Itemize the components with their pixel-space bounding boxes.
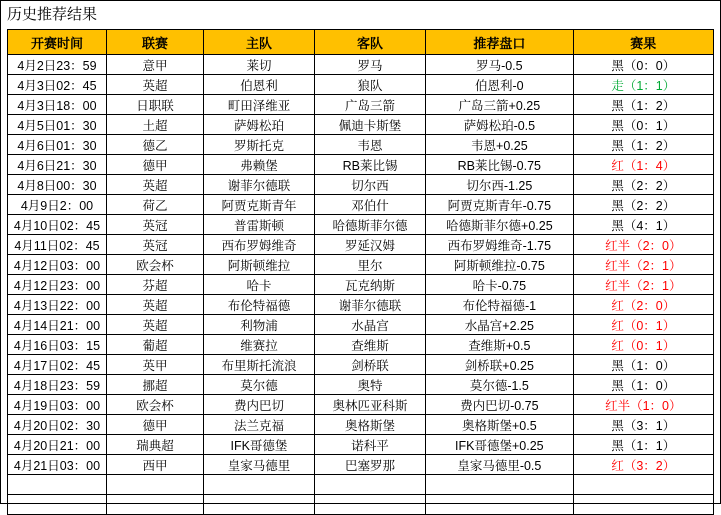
cell-away: 奥格斯堡 [315,415,426,435]
cell-away: 诺科平 [315,435,426,455]
cell-time: 4月5日01：30 [8,115,107,135]
cell-away: 广岛三箭 [315,95,426,115]
cell-home: IFK哥德堡 [203,435,314,455]
table-row [8,455,714,475]
cell-away: 巴塞罗那 [315,455,426,475]
cell-handicap: 阿贾克斯青年-0.75 [426,195,573,215]
column-header-result: 赛果 [573,30,713,55]
cell-handicap: RB莱比锡-0.75 [426,155,573,175]
cell-result: 黑（1：1） [573,435,713,455]
table-row [8,135,714,155]
cell-handicap: 哈德斯菲尔德+0.25 [426,215,573,235]
cell-empty [315,495,426,515]
cell-home: 阿斯顿维拉 [203,255,314,275]
cell-result: 黑（4：1） [573,215,713,235]
cell-time: 4月6日01：30 [8,135,107,155]
table-row-empty [8,495,714,515]
cell-home: 莫尔德 [203,375,314,395]
cell-handicap: 查维斯+0.5 [426,335,573,355]
cell-time: 4月6日21：30 [8,155,107,175]
cell-result: 红（0：1） [573,335,713,355]
cell-home: 维赛拉 [203,335,314,355]
cell-time: 4月9日2：00 [8,195,107,215]
cell-time: 4月3日02：45 [8,75,107,95]
cell-handicap: 费内巴切-0.75 [426,395,573,415]
cell-time: 4月8日00：30 [8,175,107,195]
cell-away: 狼队 [315,75,426,95]
cell-away: 哈德斯菲尔德 [315,215,426,235]
cell-result: 黑（0：1） [573,115,713,135]
cell-empty [315,475,426,495]
cell-result: 红（0：1） [573,315,713,335]
column-header-time: 开赛时间 [8,30,107,55]
cell-league: 英冠 [106,215,203,235]
column-header-handicap: 推荐盘口 [426,30,573,55]
cell-home: 谢菲尔德联 [203,175,314,195]
cell-home: 布里斯托流浪 [203,355,314,375]
cell-empty [8,475,107,495]
cell-league: 英超 [106,175,203,195]
cell-away: 切尔西 [315,175,426,195]
cell-handicap: 奥格斯堡+0.5 [426,415,573,435]
cell-handicap: 西布罗姆维奇-1.75 [426,235,573,255]
cell-handicap: 韦恩+0.25 [426,135,573,155]
cell-league: 土超 [106,115,203,135]
table-row [8,75,714,95]
cell-time: 4月16日03：15 [8,335,107,355]
cell-handicap: 广岛三箭+0.25 [426,95,573,115]
table-row [8,335,714,355]
table-row [8,155,714,175]
cell-home: 哈卡 [203,275,314,295]
cell-league: 欧会杯 [106,395,203,415]
table-row [8,115,714,135]
cell-league: 英超 [106,75,203,95]
cell-time: 4月3日18：00 [8,95,107,115]
cell-time: 4月11日02：45 [8,235,107,255]
cell-league: 德乙 [106,135,203,155]
cell-handicap: 伯恩利-0 [426,75,573,95]
cell-away: 剑桥联 [315,355,426,375]
table-row [8,235,714,255]
cell-result: 黑（2：2） [573,195,713,215]
cell-league: 德甲 [106,155,203,175]
cell-home: 皇家马德里 [203,455,314,475]
cell-league: 西甲 [106,455,203,475]
column-header-league: 联赛 [106,30,203,55]
cell-empty [573,475,713,495]
cell-result: 黑（1：2） [573,135,713,155]
cell-time: 4月10日02：45 [8,215,107,235]
table-row [8,55,714,75]
cell-result: 红半（2：1） [573,255,713,275]
cell-result: 红（2：0） [573,295,713,315]
table-header [8,30,714,55]
cell-time: 4月2日23：59 [8,55,107,75]
table-header-row [8,30,714,55]
cell-away: 谢菲尔德联 [315,295,426,315]
cell-time: 4月20日02：30 [8,415,107,435]
cell-home: 弗赖堡 [203,155,314,175]
cell-time: 4月18日23：59 [8,375,107,395]
cell-handicap: 阿斯顿维拉-0.75 [426,255,573,275]
cell-handicap: 水晶宫+2.25 [426,315,573,335]
table-row [8,415,714,435]
table-body [8,55,714,515]
cell-away: 韦恩 [315,135,426,155]
cell-result: 红半（2：0） [573,235,713,255]
cell-away: 瓦克纳斯 [315,275,426,295]
cell-empty [106,495,203,515]
cell-league: 日职联 [106,95,203,115]
cell-league: 德甲 [106,415,203,435]
cell-league: 挪超 [106,375,203,395]
cell-home: 法兰克福 [203,415,314,435]
cell-away: 邓伯什 [315,195,426,215]
cell-time: 4月12日03：00 [8,255,107,275]
cell-league: 瑞典超 [106,435,203,455]
cell-handicap: 莫尔德-1.5 [426,375,573,395]
cell-result: 红半（1：0） [573,395,713,415]
table-row [8,355,714,375]
table-row [8,435,714,455]
cell-result: 黑（1：0） [573,355,713,375]
cell-home: 利物浦 [203,315,314,335]
cell-handicap: 皇家马德里-0.5 [426,455,573,475]
cell-away: RB莱比锡 [315,155,426,175]
cell-result: 红（3：2） [573,455,713,475]
cell-home: 莱切 [203,55,314,75]
table-row [8,255,714,275]
cell-result: 红半（2：1） [573,275,713,295]
cell-league: 荷乙 [106,195,203,215]
cell-result: 黑（3：1） [573,415,713,435]
cell-away: 奥特 [315,375,426,395]
column-header-home: 主队 [203,30,314,55]
cell-league: 芬超 [106,275,203,295]
table-row [8,275,714,295]
cell-home: 町田泽维亚 [203,95,314,115]
cell-time: 4月14日21：00 [8,315,107,335]
cell-handicap: 切尔西-1.25 [426,175,573,195]
table-row-empty [8,475,714,495]
cell-handicap: 罗马-0.5 [426,55,573,75]
page-title: 历史推荐结果 [7,6,98,23]
cell-home: 萨姆松珀 [203,115,314,135]
cell-empty [203,475,314,495]
cell-home: 罗斯托克 [203,135,314,155]
cell-away: 水晶宫 [315,315,426,335]
cell-result: 红（1：4） [573,155,713,175]
cell-empty [573,495,713,515]
table-row [8,95,714,115]
cell-home: 伯恩利 [203,75,314,95]
cell-empty [106,475,203,495]
cell-empty [426,475,573,495]
cell-away: 里尔 [315,255,426,275]
cell-league: 英甲 [106,355,203,375]
table-row [8,195,714,215]
cell-home: 西布罗姆维奇 [203,235,314,255]
cell-league: 英超 [106,295,203,315]
cell-empty [203,495,314,515]
cell-league: 欧会杯 [106,255,203,275]
cell-away: 罗延汉姆 [315,235,426,255]
cell-result: 黑（1：0） [573,375,713,395]
cell-home: 布伦特福德 [203,295,314,315]
cell-handicap: 哈卡-0.75 [426,275,573,295]
cell-away: 奥林匹亚科斯 [315,395,426,415]
cell-home: 阿贾克斯青年 [203,195,314,215]
cell-away: 罗马 [315,55,426,75]
cell-home: 费内巴切 [203,395,314,415]
table-row [8,395,714,415]
cell-home: 普雷斯顿 [203,215,314,235]
cell-away: 佩迪卡斯堡 [315,115,426,135]
cell-empty [426,495,573,515]
cell-time: 4月19日03：00 [8,395,107,415]
cell-handicap: 剑桥联+0.25 [426,355,573,375]
cell-time: 4月17日02：45 [8,355,107,375]
cell-away: 查维斯 [315,335,426,355]
cell-handicap: IFK哥德堡+0.25 [426,435,573,455]
history-results-table [7,29,714,515]
table-row [8,175,714,195]
table-row [8,295,714,315]
cell-league: 意甲 [106,55,203,75]
cell-league: 英冠 [106,235,203,255]
cell-league: 葡超 [106,335,203,355]
cell-handicap: 萨姆松珀-0.5 [426,115,573,135]
cell-time: 4月13日22：00 [8,295,107,315]
cell-result: 走（1：1） [573,75,713,95]
cell-empty [8,495,107,515]
cell-result: 黑（1：2） [573,95,713,115]
cell-result: 黑（2：2） [573,175,713,195]
cell-result: 黑（0：0） [573,55,713,75]
table-row [8,315,714,335]
table-row [8,215,714,235]
cell-time: 4月21日03：00 [8,455,107,475]
cell-time: 4月20日21：00 [8,435,107,455]
cell-handicap: 布伦特福德-1 [426,295,573,315]
column-header-away: 客队 [315,30,426,55]
table-row [8,375,714,395]
cell-league: 英超 [106,315,203,335]
cell-time: 4月12日23：00 [8,275,107,295]
